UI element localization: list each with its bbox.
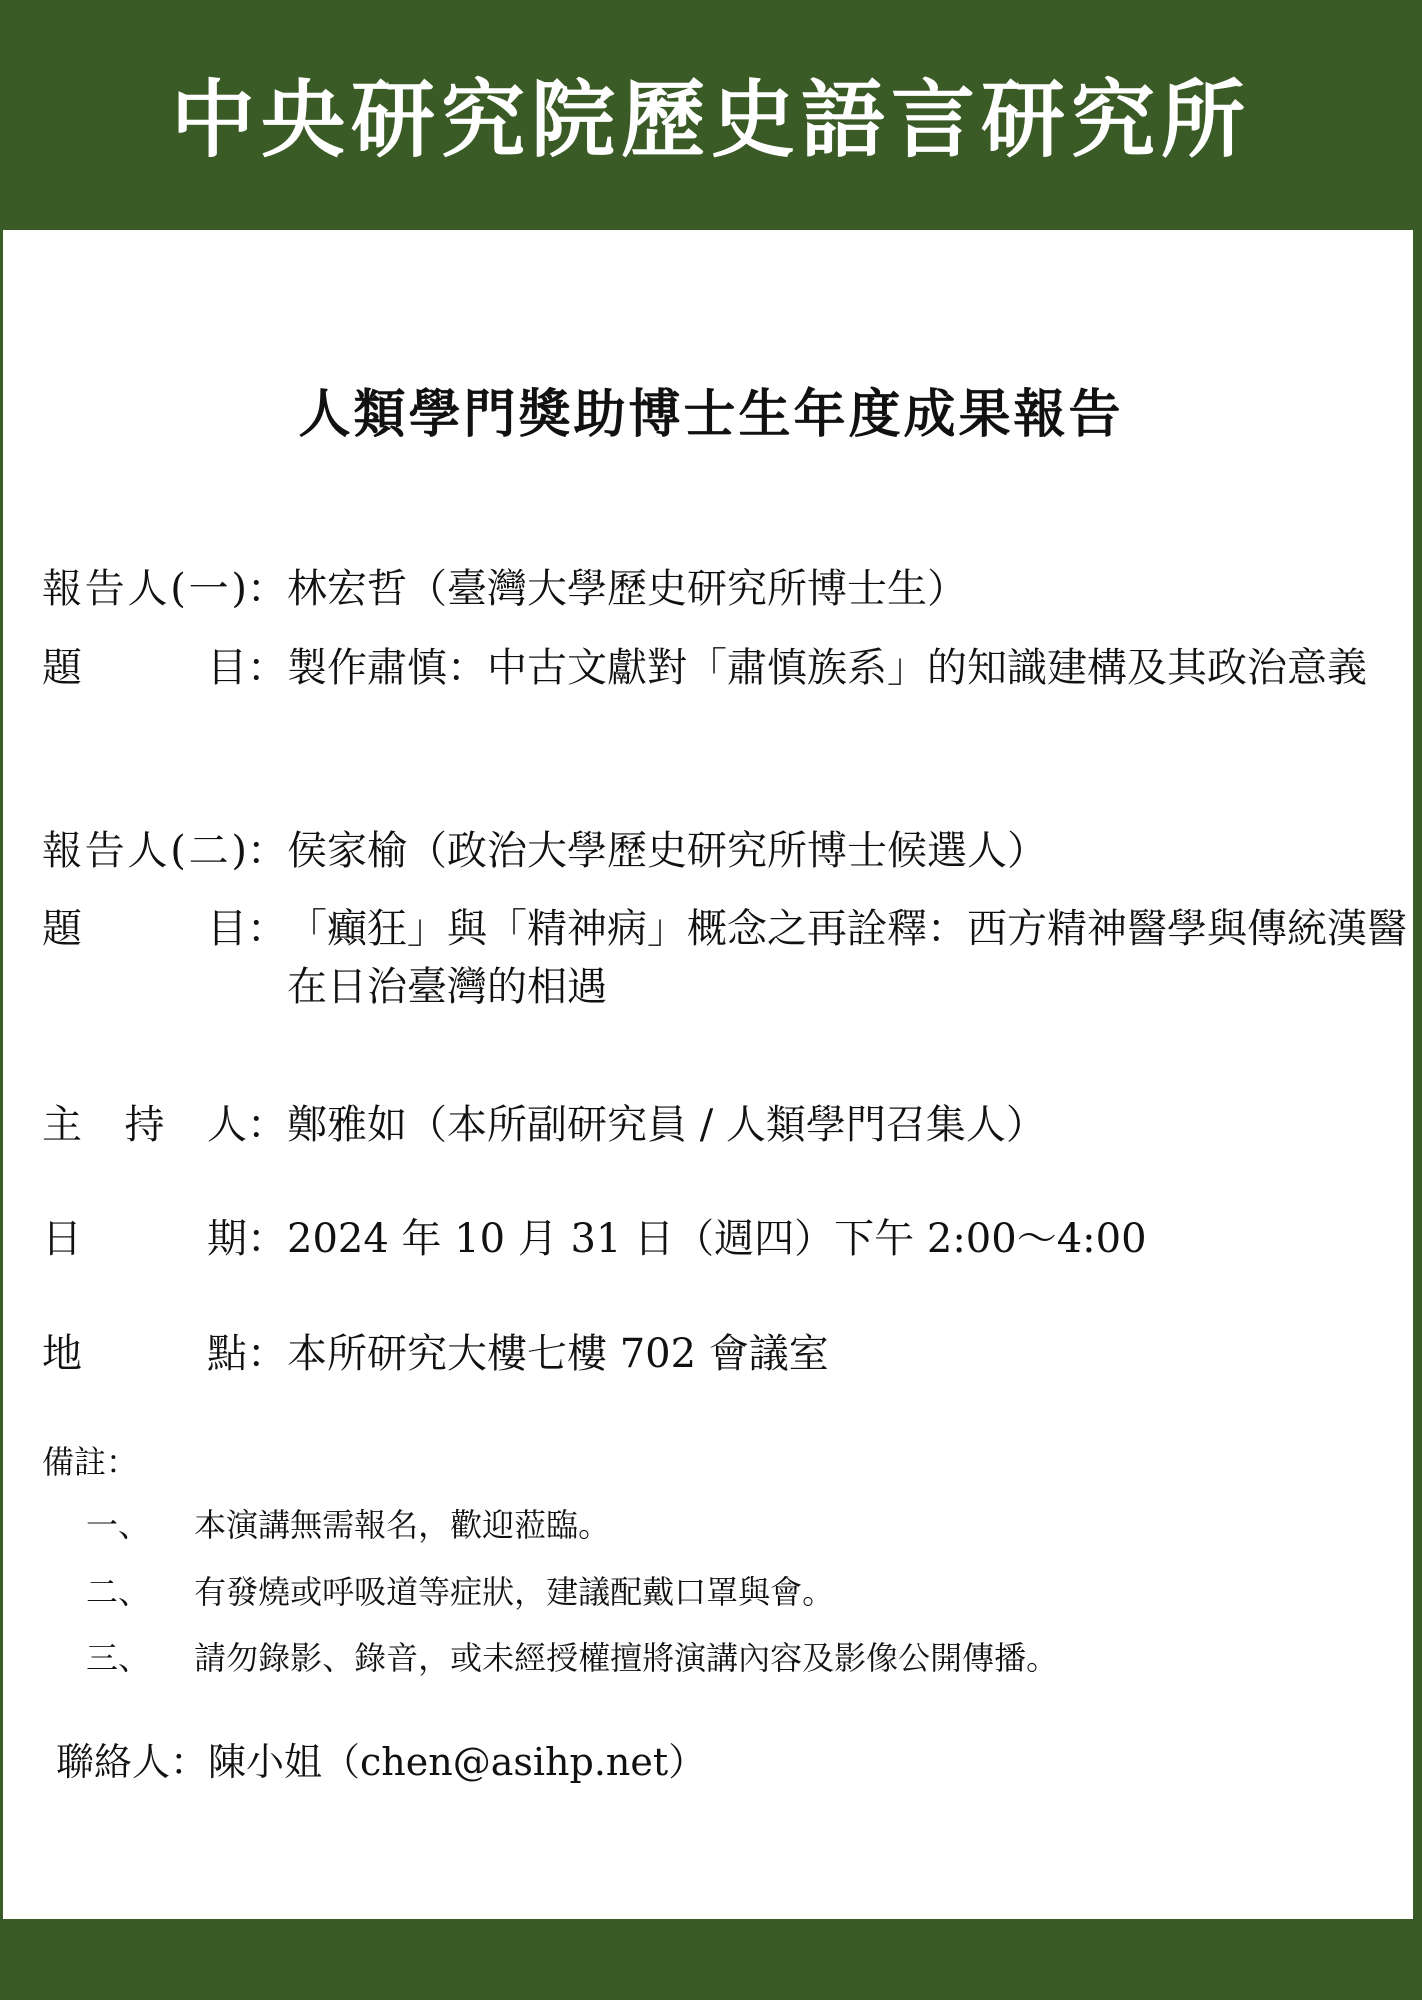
host-row [42,1096,1046,1154]
topic2-value: 「癲狂」與「精神病」概念之再詮釋：西方精神醫學與傳統漢醫在日治臺灣的相遇 [287,906,1407,1010]
host-value: 鄭雅如（本所副研究員 / 人類學門召集人） [287,1102,1046,1148]
note-number: 三、 [86,1639,151,1677]
topic2-label: 題目 [42,906,247,952]
host-label: 主持人 [42,1102,247,1148]
speaker2-value: 侯家榆（政治大學歷史研究所博士候選人） [287,828,1047,874]
note-number: 二、 [86,1573,151,1611]
speaker2-label: 報告人(二) [42,828,247,874]
speaker1-colon: ： [247,566,287,612]
note-number: 一、 [86,1506,151,1544]
header-banner [0,0,1422,230]
note-item [42,1501,610,1549]
topic1-label: 題目 [42,645,247,691]
note-text: 本演講無需報名，歡迎蒞臨。 [194,1506,611,1544]
speaker1-row [42,560,967,618]
host-colon: ： [247,1102,287,1148]
topic1-colon: ： [247,645,287,691]
speaker1-label: 報告人(一) [42,566,247,612]
topic1-value: 製作肅慎：中古文獻對「肅慎族系」的知識建構及其政治意義 [287,645,1367,691]
event-title: 人類學門獎助博士生年度成果報告 [298,384,1124,445]
institution-name: 中央研究院歷史語言研究所 [170,69,1251,169]
venue-value: 本所研究大樓七樓 702 會議室 [287,1331,829,1377]
speaker1-value: 林宏哲（臺灣大學歷史研究所博士生） [287,566,967,612]
date-label: 日期 [42,1216,247,1262]
note-item [42,1634,1058,1682]
topic2-colon: ： [247,906,287,952]
date-row [42,1210,1147,1268]
venue-label: 地點 [42,1331,247,1377]
contact-line [56,1736,706,1788]
venue-row [42,1325,829,1383]
contact-value: 陳小姐（chen@asihp.net） [208,1740,707,1784]
date-value: 2024 年 10 月 31 日（週四）下午 2:00～4:00 [287,1216,1147,1262]
notes-section [42,1438,138,1486]
topic2-row [42,900,1417,1016]
notes-title: 備註： [42,1443,139,1481]
topic1-row [42,639,1417,697]
note-text: 有發燒或呼吸道等症狀，建議配戴口罩與會。 [194,1573,835,1611]
note-item [42,1568,834,1616]
speaker2-colon: ： [247,828,287,874]
contact-label: 聯絡人： [56,1740,209,1784]
speaker2-row [42,822,1047,880]
venue-colon: ： [247,1331,287,1377]
date-colon: ： [247,1216,287,1262]
note-text: 請勿錄影、錄音，或未經授權擅將演講內容及影像公開傳播。 [194,1639,1059,1677]
